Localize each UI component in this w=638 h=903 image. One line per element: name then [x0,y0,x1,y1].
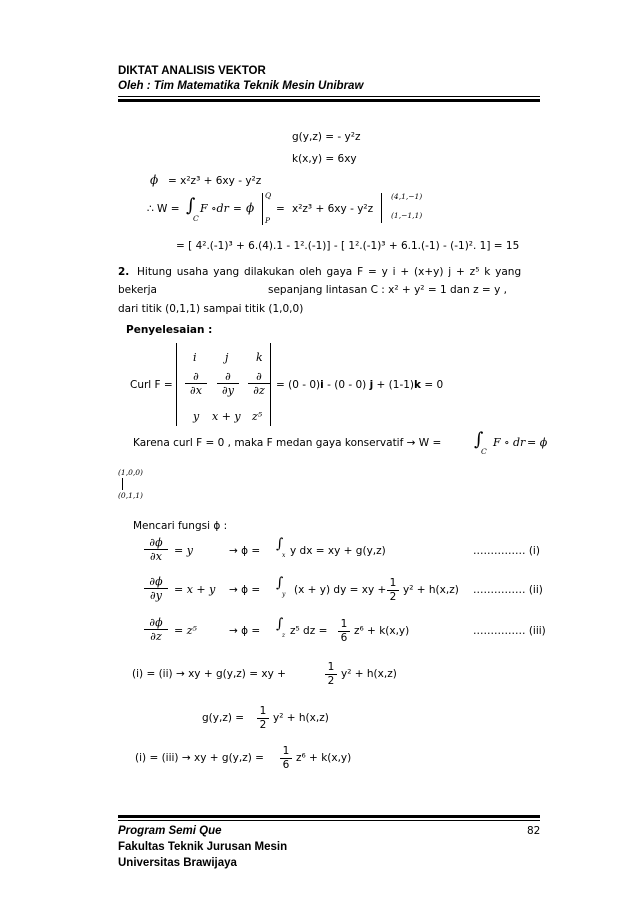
partial-y: $\frac{\partial\phi}{\partial y}$ [144,575,168,602]
integral-sign-2: ∫ [474,429,484,450]
eval-bar-3 [122,478,123,490]
phi-from-x: y dx = xy + g(y,z) [290,545,386,557]
footer-rule-thick [118,815,540,818]
point-p: P [265,216,271,225]
arrow-1: → ϕ = [229,545,261,557]
equate-i-ii-tail: y² + h(x,z) [341,668,397,680]
equate-i-iii-tail: z⁶ + k(x,y) [296,752,352,764]
problem-line-2a: bekerja [118,284,157,296]
phi-from-y: (x + y) dy = xy + [294,584,387,596]
arrow-2: → ϕ = [229,584,261,596]
problem-number: 2. [118,266,130,278]
footer-university: Universitas Brawijaya [118,857,237,869]
page-number: 82 [527,825,541,837]
equals-1: = [233,203,242,215]
g-solution-tail: y² + h(x,z) [273,712,329,724]
partial-x-rhs: = y [174,544,193,557]
det-j: j [225,351,229,364]
tag-i: …………… (i) [473,545,540,557]
eval-bar-2 [381,193,382,223]
integral-x: ∫ [276,536,284,552]
find-phi-text: Mencari fungsi ϕ : [133,520,228,532]
phi-from-z-tail: z⁶ + k(x,y) [354,625,410,637]
g-line: g(y,z) = - y²z [292,131,361,143]
evaluation-line: = [ 4².(-1)³ + 6.(4).1 - 1².(-1)] - [ 1².(-1)³ + 6.1.(-1) - (-1)². 1] = 15 [176,240,520,252]
equals-2: = [276,203,285,215]
det-d-dz: ∂ ∂z [248,370,270,397]
footer-faculty: Fakultas Teknik Jurusan Mesin [118,841,288,853]
equate-i-iii: (i) = (iii) → xy + g(y,z) = [135,752,264,764]
det-right-bar [270,343,271,426]
footer-program: Program Semi Que [118,825,222,837]
tag-iii: …………… (iii) [473,625,546,637]
curl-result: = (0 - 0)i - (0 - 0) j + (1-1)k = 0 [276,379,444,391]
curl-label: Curl F = [130,379,173,391]
det-left-bar [176,343,177,426]
equate-i-ii: (i) = (ii) → xy + g(y,z) = xy + [132,668,286,680]
phi-eval: ϕ [246,201,255,215]
integral-sign: ∫ [186,195,196,216]
problem-line-1: Hitung usaha yang dilakukan oleh gaya F = y i + (x+y) j + z⁵ k yang [137,266,522,278]
integral-z: ∫ [276,616,284,632]
partial-y-rhs: = x + y [174,583,216,596]
header-subtitle: Oleh : Tim Matematika Teknik Mesin Unibraw [118,80,364,92]
phi-from-z: z⁵ dz = [290,625,328,637]
conservative-text: Karena curl F = 0 , maka F medan gaya konservatif → W = [133,437,442,449]
tag-ii: …………… (ii) [473,584,543,596]
footer-rule-thin [118,820,540,821]
lower-limit-2: (0,1,1) [118,491,143,500]
upper-limit-2: (1,0,0) [118,468,143,477]
work-label: ∴ W = [147,203,180,215]
half-2: $\frac{1}{2}$ [325,661,337,688]
partial-z-rhs: = z⁵ [174,624,197,637]
det-d-dx: ∂ ∂x [185,370,207,397]
header-title: DIKTAT ANALISIS VEKTOR [118,65,266,77]
sixth-2: $\frac{1}{6}$ [280,745,292,772]
sixth-1: $\frac{1}{6}$ [338,618,350,645]
arrow-3: → ϕ = [229,625,261,637]
header-rule-thin [118,96,540,97]
phi-expression: x²z³ + 6xy - y²z [292,203,374,215]
upper-limit: (4,1,−1) [391,192,423,201]
det-d-dy: ∂ ∂y [217,370,239,397]
integral-subscript: C [193,214,199,223]
half-3: $\frac{1}{2}$ [257,705,269,732]
integral-subscript-2: C [481,447,487,456]
integral-x-sub: x [282,552,286,559]
integral-y-sub: y [282,591,286,598]
partial-x: $\frac{\partial\phi}{\partial x}$ [144,536,168,563]
det-k: k [256,351,263,364]
det-y: y [193,410,200,423]
partial-z: $\frac{\partial\phi}{\partial z}$ [144,616,168,643]
phi-symbol: ϕ [150,173,159,187]
det-i: i [193,351,197,364]
integral-z-sub: z [282,632,286,639]
phi-from-y-tail: y² + h(x,z) [403,584,459,596]
point-q: Q [265,191,272,200]
integral-y: ∫ [276,575,284,591]
eval-bar-1 [262,193,263,225]
det-z5: z⁵ [252,410,263,423]
equals-phi: = ϕ [527,436,548,449]
k-line: k(x,y) = 6xy [292,153,357,165]
problem-line-2b: sepanjang lintasan C : x² + y² = 1 dan z = y , [268,284,507,296]
problem-line-3: dari titik (0,1,1) sampai titik (1,0,0) [118,303,304,315]
header-rule-thick [118,99,540,102]
half-1: $\frac{1}{2}$ [387,577,399,604]
solution-heading: Penyelesaian : [126,324,213,336]
f-dot-dr: F ∘dr [200,202,229,215]
det-x-plus-y: x + y [212,410,241,423]
phi-definition: = x²z³ + 6xy - y²z [168,175,262,187]
g-solution: g(y,z) = [202,712,245,724]
lower-limit: (1,−1,1) [391,211,423,220]
f-dot-dr-2: F ∘ dr [493,436,526,449]
